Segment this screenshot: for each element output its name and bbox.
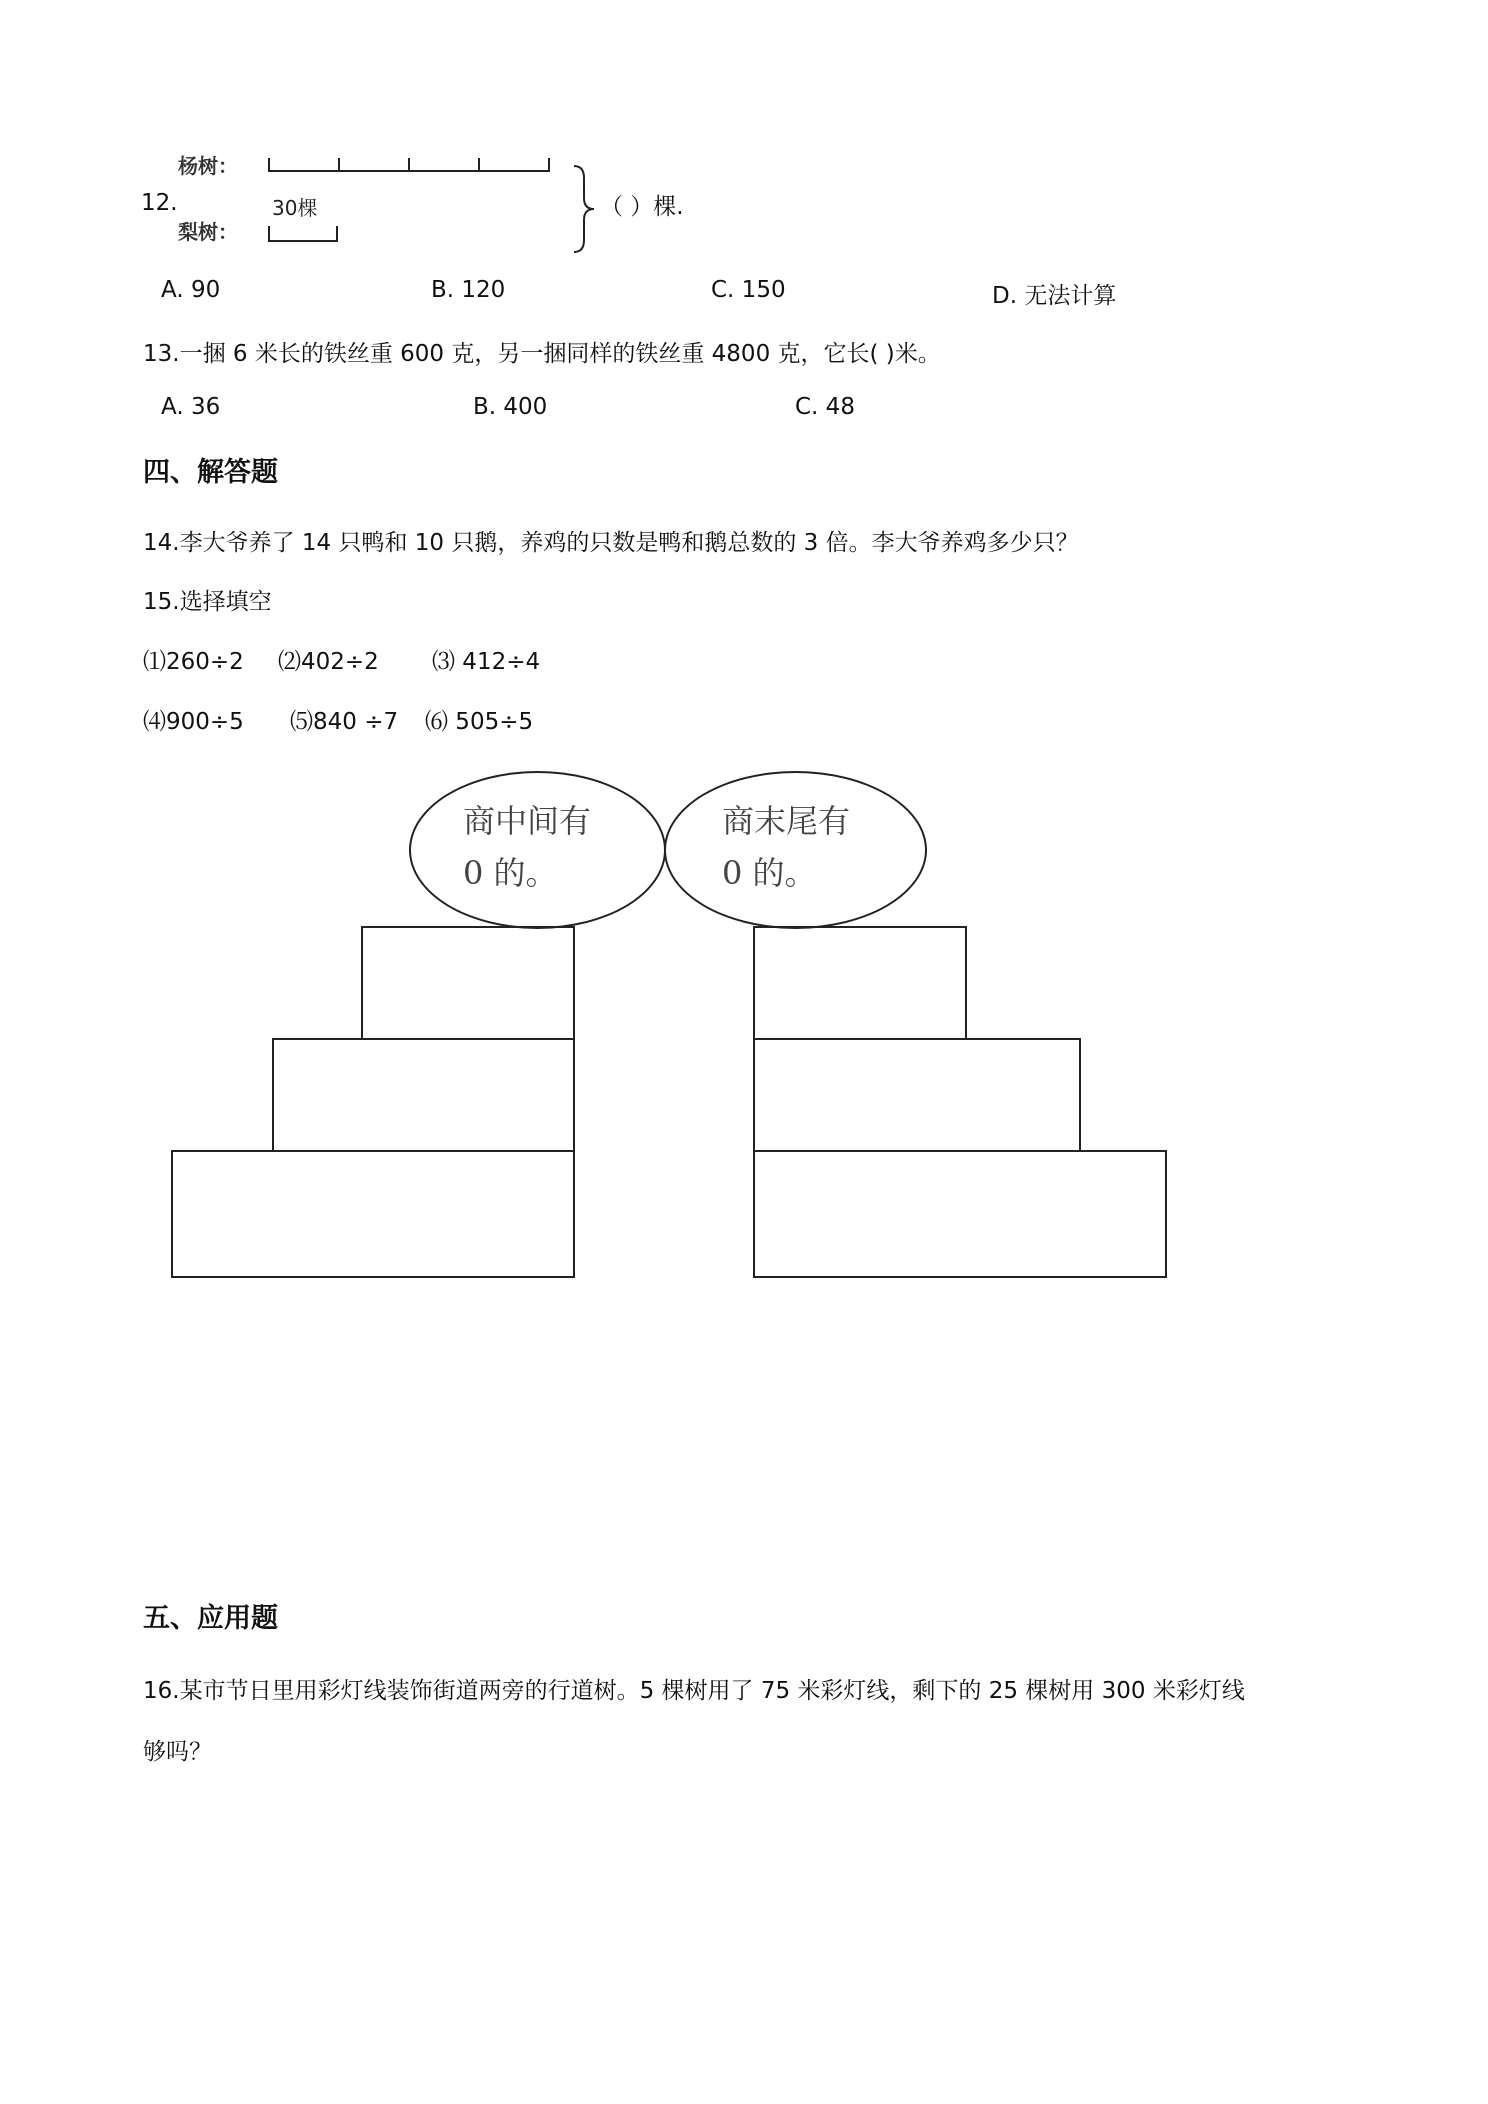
section-4-heading: 四、解答题 xyxy=(143,457,278,488)
q12-option-d[interactable]: D. 无法计算 xyxy=(992,283,1117,309)
brace-icon xyxy=(570,164,598,254)
poplar-tick xyxy=(408,158,410,172)
pear-count-label: 30棵 xyxy=(272,196,318,220)
q15-expression-5: ⑸840 ÷7 xyxy=(290,709,399,735)
right-oval-line-2: 0 的。 xyxy=(722,854,817,892)
section-5-heading: 五、应用题 xyxy=(143,1603,278,1634)
poplar-tick xyxy=(548,158,550,172)
q15-expression-6: ⑹ 505÷5 xyxy=(425,709,534,735)
pear-tick xyxy=(268,226,270,242)
left-category-oval xyxy=(409,771,666,929)
question-16-line-1: 16.某市节日里用彩灯线装饰街道两旁的行道树。5 棵树用了 75 米彩灯线，剩下的 25 棵树用 300 米彩灯线 xyxy=(143,1678,1245,1704)
q12-option-b[interactable]: B. 120 xyxy=(431,277,506,303)
q12-option-c[interactable]: C. 150 xyxy=(711,277,786,303)
poplar-label: 杨树： xyxy=(178,154,238,178)
pear-tick xyxy=(336,226,338,242)
pear-label: 梨树： xyxy=(178,220,238,244)
right-answer-box-top[interactable] xyxy=(753,926,967,1040)
left-oval-line-1: 商中间有 xyxy=(463,802,592,840)
right-answer-box-middle[interactable] xyxy=(753,1038,1081,1152)
pear-segment xyxy=(268,240,338,242)
left-answer-box-middle[interactable] xyxy=(272,1038,575,1152)
q12-option-a[interactable]: A. 90 xyxy=(161,277,221,303)
q12-answer-blank: （ ）棵. xyxy=(600,194,684,220)
question-15: 15.选择填空 xyxy=(143,589,272,615)
question-number-12: 12. xyxy=(141,190,178,216)
q15-expression-2: ⑵402÷2 xyxy=(278,649,379,675)
q15-expression-3: ⑶ 412÷4 xyxy=(432,649,541,675)
question-13: 13.一捆 6 米长的铁丝重 600 克，另一捆同样的铁丝重 4800 克，它长( )米。 xyxy=(143,341,941,367)
left-answer-box-bottom[interactable] xyxy=(171,1150,575,1278)
poplar-tick xyxy=(338,158,340,172)
right-category-oval xyxy=(664,771,927,929)
q13-option-c[interactable]: C. 48 xyxy=(795,394,855,420)
q15-expression-4: ⑷900÷5 xyxy=(143,709,244,735)
q15-expression-1: ⑴260÷2 xyxy=(143,649,244,675)
q13-option-b[interactable]: B. 400 xyxy=(473,394,548,420)
poplar-tick xyxy=(268,158,270,172)
question-16-line-2: 够吗？ xyxy=(143,1739,212,1765)
q13-option-a[interactable]: A. 36 xyxy=(161,394,221,420)
question-14: 14.李大爷养了 14 只鸭和 10 只鹅，养鸡的只数是鸭和鹅总数的 3 倍。李大爷养鸡多少只？ xyxy=(143,530,1079,556)
right-oval-line-1: 商末尾有 xyxy=(722,802,851,840)
left-oval-line-2: 0 的。 xyxy=(463,854,558,892)
left-answer-box-top[interactable] xyxy=(361,926,575,1040)
right-answer-box-bottom[interactable] xyxy=(753,1150,1167,1278)
poplar-tick xyxy=(478,158,480,172)
